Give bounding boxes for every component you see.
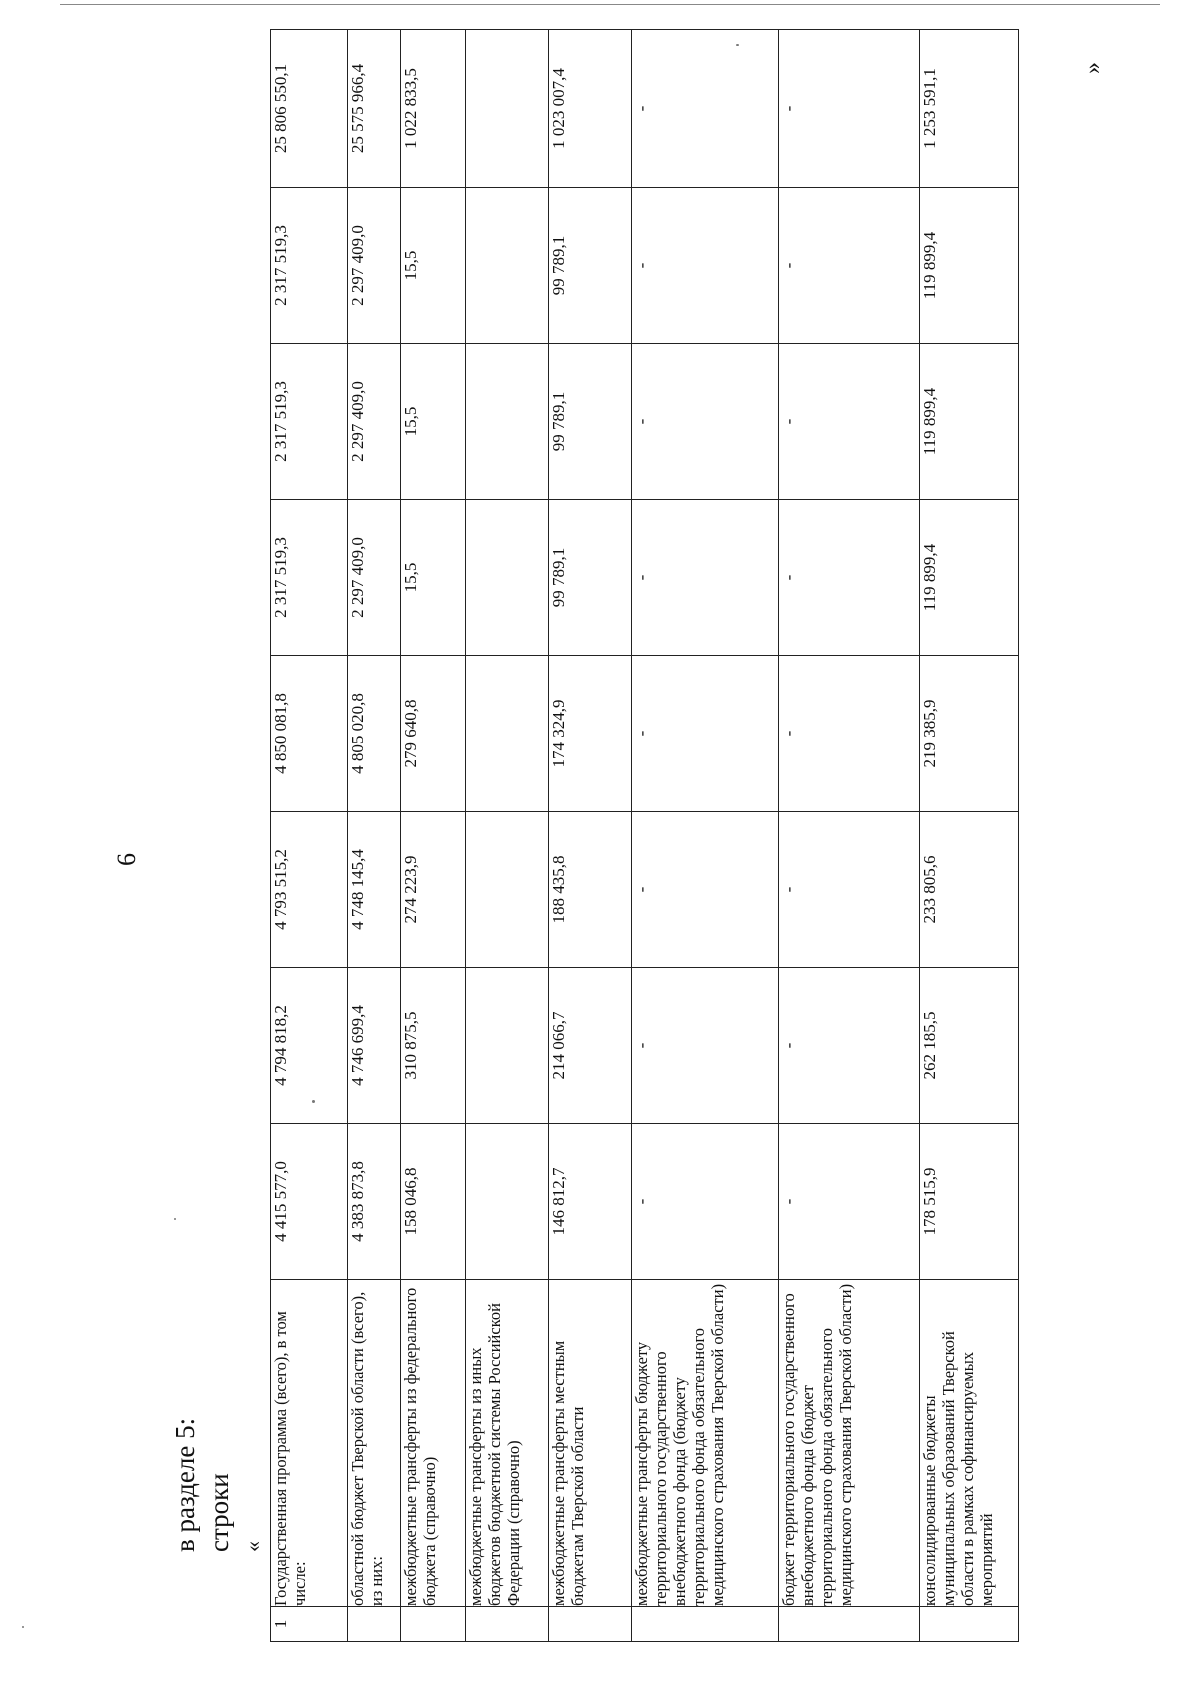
value-cell: -: [779, 1124, 920, 1280]
row-name-cell: межбюджетные трансферты из федерального бюджета (справочно): [401, 1280, 466, 1607]
value-cell: 2 317 519,3: [271, 500, 348, 656]
value-cell: [466, 188, 549, 344]
table-row: [466, 30, 549, 1642]
value-cell: 2 297 409,0: [348, 188, 401, 344]
table-row: [920, 30, 1019, 1642]
row-index-cell: [348, 1607, 401, 1642]
value-cell: 219 385,9: [920, 656, 1019, 812]
value-cell: -: [779, 812, 920, 968]
value-cell: 4 793 515,2: [271, 812, 348, 968]
value-cell: 4 805 020,8: [348, 656, 401, 812]
value-cell: 310 875,5: [401, 968, 466, 1124]
table-row: [401, 30, 466, 1642]
row-name-cell: областной бюджет Тверской области (всего), из них:: [348, 1280, 401, 1607]
value-cell: -: [632, 344, 779, 500]
row-index-cell: [779, 1607, 920, 1642]
value-cell: 158 046,8: [401, 1124, 466, 1280]
value-cell: 119 899,4: [920, 500, 1019, 656]
value-cell: 119 899,4: [920, 344, 1019, 500]
budget-table: [270, 29, 1019, 1642]
value-cell: 119 899,4: [920, 188, 1019, 344]
page-number: 6: [112, 853, 141, 866]
opening-quote: «: [240, 1541, 265, 1552]
value-cell: -: [779, 968, 920, 1124]
value-cell: 2 317 519,3: [271, 188, 348, 344]
row-name-cell: Государственная программа (всего), в том числе:: [271, 1280, 348, 1607]
value-cell: -: [632, 1124, 779, 1280]
value-cell: [466, 1124, 549, 1280]
value-cell: 25 575 966,4: [348, 30, 401, 188]
row-index-cell: [401, 1607, 466, 1642]
value-cell: [466, 30, 549, 188]
row-index-cell: [632, 1607, 779, 1642]
value-cell: 178 515,9: [920, 1124, 1019, 1280]
value-cell: 2 297 409,0: [348, 344, 401, 500]
value-cell: -: [779, 30, 920, 188]
value-cell: -: [632, 968, 779, 1124]
value-cell: -: [632, 188, 779, 344]
table-row: [348, 30, 401, 1642]
value-cell: 1 022 833,5: [401, 30, 466, 188]
section-heading: [168, 1418, 270, 1552]
table-row: [779, 30, 920, 1642]
value-cell: 188 435,8: [549, 812, 632, 968]
value-cell: 4 850 081,8: [271, 656, 348, 812]
row-index-cell: 1: [271, 1607, 348, 1642]
value-cell: -: [632, 500, 779, 656]
row-name-cell: межбюджетные трансферты местным бюджетам Тверской области: [549, 1280, 632, 1607]
value-cell: 15,5: [401, 188, 466, 344]
value-cell: 214 066,7: [549, 968, 632, 1124]
value-cell: -: [632, 30, 779, 188]
value-cell: 15,5: [401, 500, 466, 656]
row-index-cell: [920, 1607, 1019, 1642]
value-cell: [466, 344, 549, 500]
value-cell: -: [779, 656, 920, 812]
value-cell: [466, 500, 549, 656]
budget-table-wrap: [270, 30, 1200, 1642]
heading-line-1: в разделе 5:: [170, 1417, 200, 1552]
value-cell: 1 253 591,1: [920, 30, 1019, 188]
row-name-cell: консолидированные бюджеты муниципальных образований Тверской области в рамках софинансируемых мероприятий: [920, 1280, 1019, 1607]
value-cell: [466, 812, 549, 968]
value-cell: 4 746 699,4: [348, 968, 401, 1124]
value-cell: 1 023 007,4: [549, 30, 632, 188]
value-cell: 174 324,9: [549, 656, 632, 812]
table-body: [271, 30, 1019, 1642]
value-cell: 274 223,9: [401, 812, 466, 968]
value-cell: [466, 968, 549, 1124]
value-cell: 4 794 818,2: [271, 968, 348, 1124]
value-cell: 4 383 873,8: [348, 1124, 401, 1280]
value-cell: 4 748 145,4: [348, 812, 401, 968]
value-cell: [466, 656, 549, 812]
heading-line-2: строки: [204, 1473, 234, 1552]
row-index-cell: [549, 1607, 632, 1642]
value-cell: 262 185,5: [920, 968, 1019, 1124]
value-cell: 99 789,1: [549, 188, 632, 344]
value-cell: -: [632, 656, 779, 812]
value-cell: 15,5: [401, 344, 466, 500]
value-cell: -: [779, 344, 920, 500]
value-cell: 2 297 409,0: [348, 500, 401, 656]
table-row: [632, 30, 779, 1642]
value-cell: 99 789,1: [549, 500, 632, 656]
value-cell: 25 806 550,1: [271, 30, 348, 188]
value-cell: 4 415 577,0: [271, 1124, 348, 1280]
closing-quote: »: [1080, 62, 1106, 74]
value-cell: 99 789,1: [549, 344, 632, 500]
value-cell: 2 317 519,3: [271, 344, 348, 500]
table-row: [549, 30, 632, 1642]
table-row: [271, 30, 348, 1642]
value-cell: -: [779, 188, 920, 344]
value-cell: 233 805,6: [920, 812, 1019, 968]
row-name-cell: бюджет территориального государственного внебюджетного фонда (бюджет территориального фонда обязательного медицинского страхования Тверской области): [779, 1280, 920, 1607]
value-cell: -: [632, 812, 779, 968]
row-name-cell: межбюджетные трансферты бюджету территориального государственного внебюджетного фонда (бюджету территориального фонда обязательного медицинского страхования Тверской области): [632, 1280, 779, 1607]
row-name-cell: межбюджетные трансферты из иных бюджетов бюджетной системы Российской Федерации (справочно): [466, 1280, 549, 1607]
value-cell: -: [779, 500, 920, 656]
row-index-cell: [466, 1607, 549, 1642]
value-cell: 146 812,7: [549, 1124, 632, 1280]
value-cell: 279 640,8: [401, 656, 466, 812]
